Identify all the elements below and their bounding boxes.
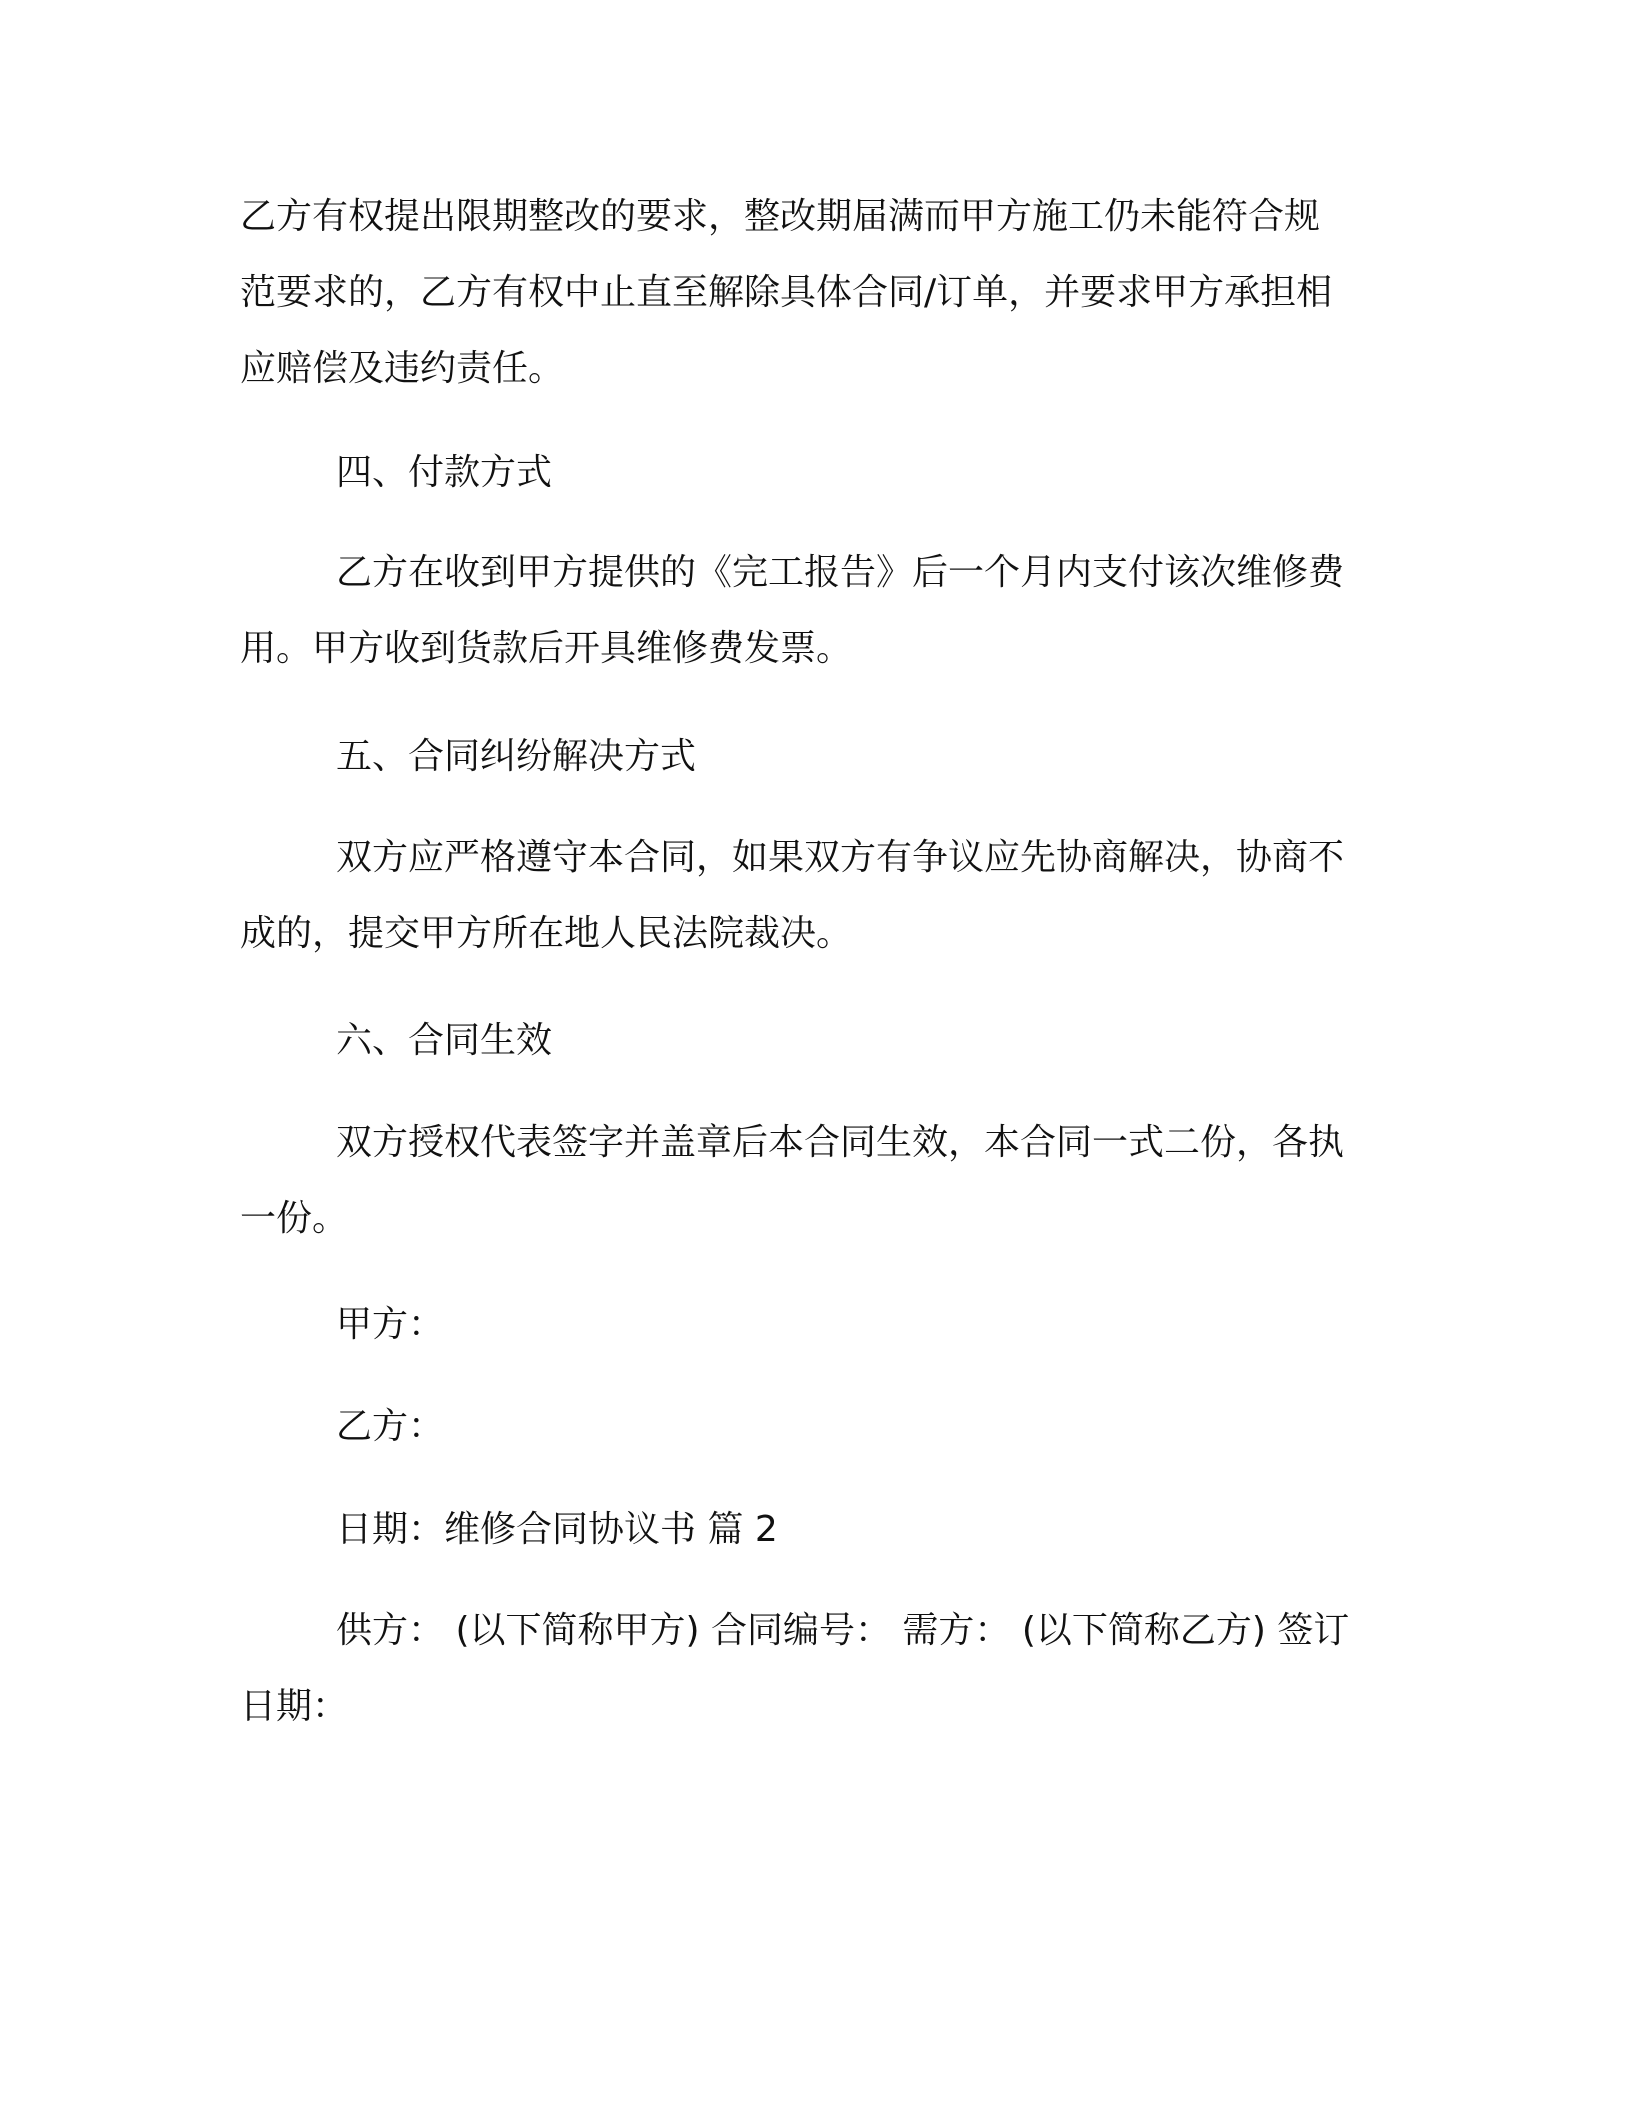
text-line: 双方应严格遵守本合同，如果双方有争议应先协商解决，协商不: [336, 837, 1345, 878]
text-line: 日期：: [240, 1686, 349, 1727]
section-heading-effect: [240, 1003, 1380, 1079]
date-and-title-line: [240, 1492, 1380, 1568]
paragraph-payment: [240, 535, 1380, 687]
text-line: 双方授权代表签字并盖章后本合同生效，本合同一式二份，各执: [336, 1122, 1345, 1163]
party-a-line: [240, 1287, 1380, 1363]
paragraph-rectification: [240, 179, 1380, 407]
section-heading-dispute: [240, 719, 1380, 795]
text-line: 一份。: [240, 1198, 349, 1239]
paragraph-supplier-info: [240, 1593, 1380, 1745]
party-b-line: [240, 1389, 1380, 1465]
paragraph-effect: [240, 1105, 1380, 1257]
heading-text: 五、合同纠纷解决方式: [336, 736, 697, 777]
text-line: 乙方有权提出限期整改的要求，整改期届满而甲方施工仍未能符合规: [240, 196, 1321, 237]
heading-text: 四、付款方式: [336, 452, 553, 493]
text-line: 范要求的，乙方有权中止直至解除具体合同/订单，并要求甲方承担相: [240, 272, 1333, 313]
date-title-text: 日期：维修合同协议书 篇 2: [336, 1509, 778, 1550]
text-line: 用。甲方收到货款后开具维修费发票。: [240, 628, 853, 669]
party-b-label: 乙方：: [336, 1406, 445, 1447]
party-a-label: 甲方：: [336, 1304, 445, 1345]
section-heading-payment: [240, 435, 1380, 511]
text-line: 供方： (以下简称甲方) 合同编号： 需方： (以下简称乙方) 签订: [336, 1610, 1350, 1651]
text-line: 乙方在收到甲方提供的《完工报告》后一个月内支付该次维修费: [336, 552, 1345, 593]
heading-text: 六、合同生效: [336, 1020, 553, 1061]
text-line: 成的，提交甲方所在地人民法院裁决。: [240, 913, 853, 954]
text-line: 应赔偿及违约责任。: [240, 348, 565, 389]
paragraph-dispute: [240, 820, 1380, 972]
